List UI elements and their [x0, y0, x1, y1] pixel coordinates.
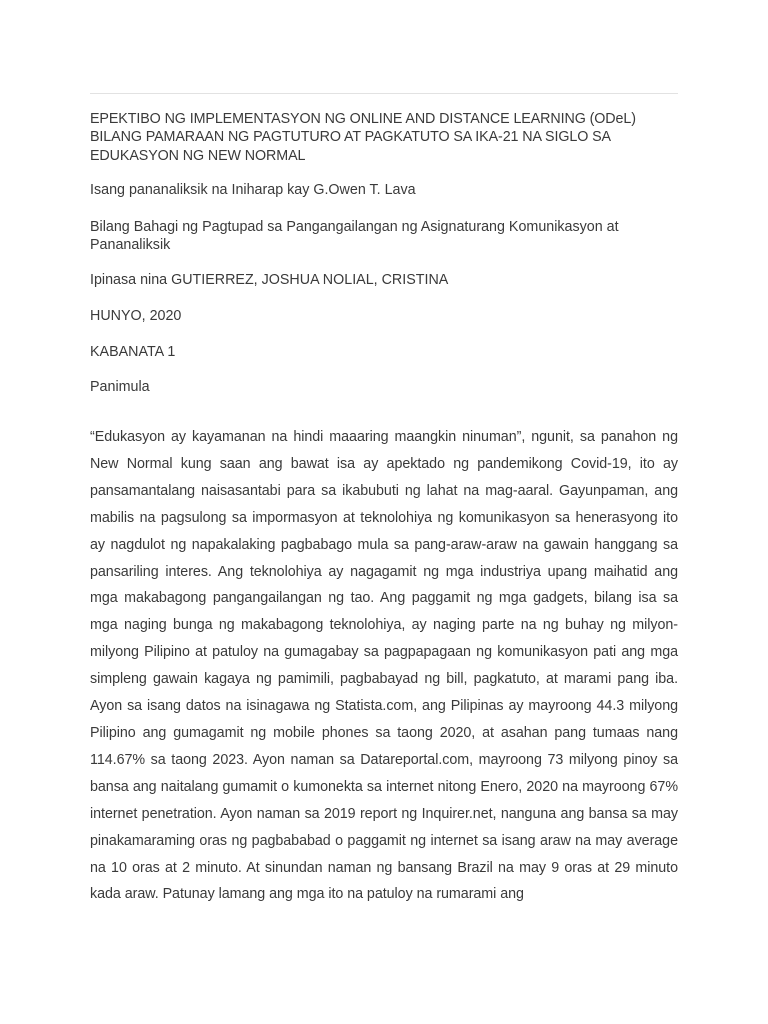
presented-to-line: Isang pananaliksik na Iniharap kay G.Owen T. Lava: [90, 182, 416, 198]
section-heading: Panimula: [90, 379, 150, 395]
submitted-by-line: Ipinasa nina GUTIERREZ, JOSHUA NOLIAL, CRISTINA: [90, 272, 449, 288]
document-page: [90, 0, 678, 1024]
chapter-heading: KABANATA 1: [90, 344, 176, 360]
fulfillment-line: Bilang Bahagi ng Pagtupad sa Pangangailangan ng Asignaturang Komunikasyon at Pananaliksik: [90, 219, 619, 253]
top-divider: [90, 93, 678, 94]
date-line: HUNYO, 2020: [90, 308, 182, 324]
body-paragraph: “Edukasyon ay kayamanan na hindi maaaring maangkin ninuman”, ngunit, sa panahon ng New Normal kung saan ang bawat isa ay apektado ng pandemikong Covid-19, ito ay pansamantalang naisasantabi para sa ikabubuti ng lahat na mag-aaral. Gayunpaman, ang mabilis na pagsulong sa impormasyon at teknolohiya ng komunikasyon sa henerasyong ito ay nagdulot ng napakalaking pagbabago mula sa pang-araw-araw na gawain hanggang sa pansariling interes. Ang teknolohiya ay nagagamit ng mga industriya upang maihatid ang mga makabagong pangangailangan ng tao. Ang paggamit ng mga gadgets, bilang isa sa mga naging bunga ng makabagong teknolohiya, ay naging parte na ng buhay ng milyon-milyong Pilipino at patuloy na gumagabay sa pagpapagaan ng komunikasyon pati ang mga simpleng gawain kagaya ng pamimili, pagbabayad ng bill, pagkatuto, at marami pang iba. Ayon sa isang datos na isinagawa ng Statista.com, ang Pilipinas ay mayroong 44.3 milyong Pilipino ang gumagamit ng mobile phones sa taong 2020, at asahan pang tumaas nang 114.67% sa taong 2023. Ayon naman sa Datareportal.com, mayroong 73 milyong pinoy sa bansa ang naitalang gumamit o kumonekta sa internet nitong Enero, 2020 na mayroong 67% internet penetration. Ayon naman sa 2019 report ng Inquirer.net, nanguna ang bansa sa may pinakamaraming oras ng pagbababad o paggamit ng internet sa isang araw na may average na 10 oras at 2 minuto. At sinundan naman ng bansang Brazil na may 9 oras at 29 minuto kada araw. Patunay lamang ang mga ito na patuloy na rumarami ang: [90, 429, 678, 903]
document-title: EPEKTIBO NG IMPLEMENTASYON NG ONLINE AND DISTANCE LEARNING (ODeL) BILANG PAMARAAN NG PAGTUTURO AT PAGKATUTO SA IKA-21 NA SIGLO SA EDUKASYON NG NEW NORMAL: [90, 111, 636, 164]
